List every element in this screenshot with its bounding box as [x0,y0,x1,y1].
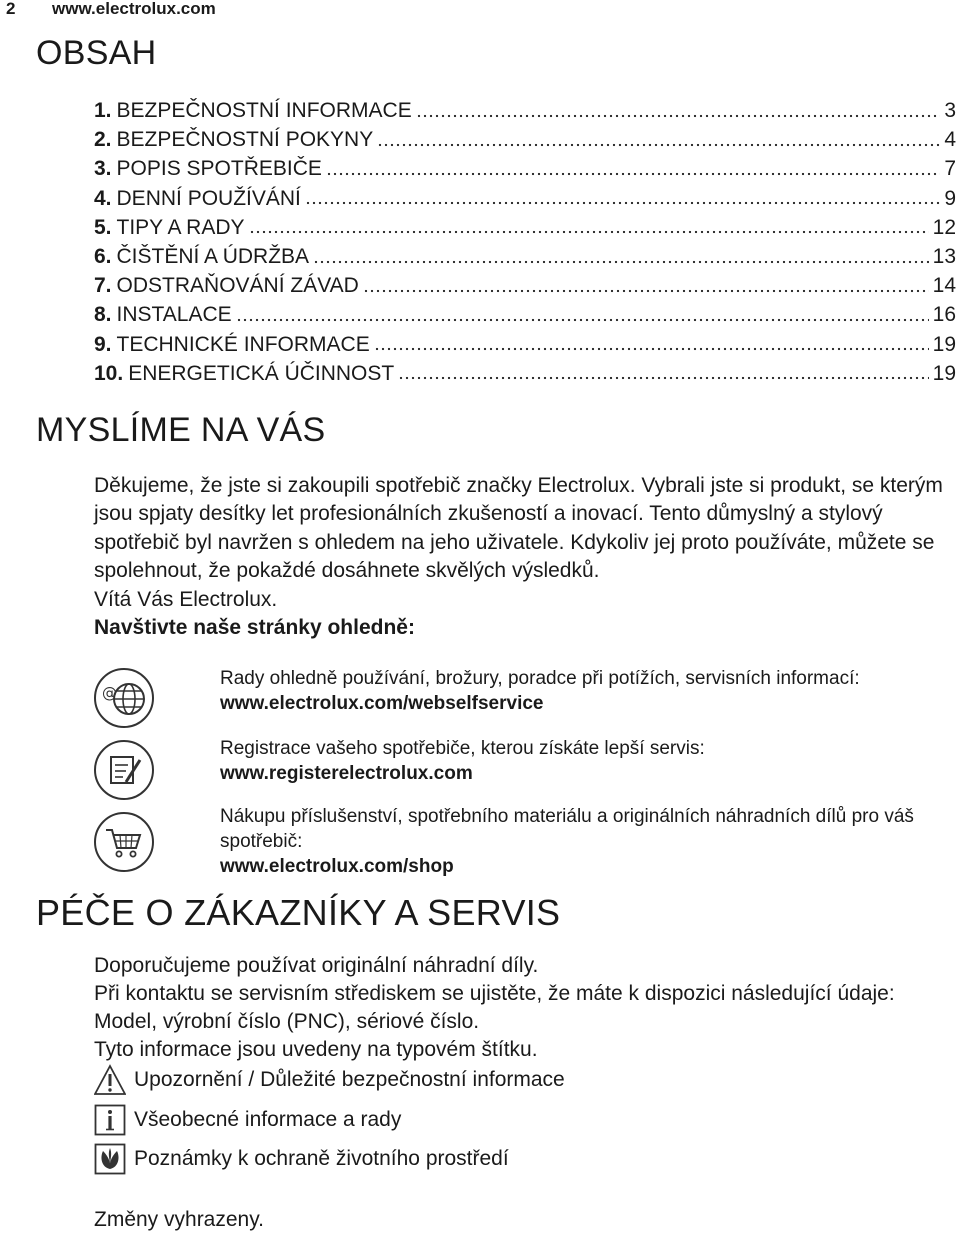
footer-note: Změny vyhrazeny. [94,1208,264,1231]
web-globe-icon [94,668,154,728]
toc-item[interactable]: 2. BEZPEČNOSTNÍ POKYNY 4 [94,128,956,152]
legend-label: Poznámky k ochraně životního prostředí [134,1147,509,1170]
toc-leader [249,230,929,234]
toc-item[interactable]: 10. ENERGETICKÁ ÚČINNOST 19 [94,361,956,385]
toc-item[interactable]: 6. ČIŠTĚNÍ A ÚDRŽBA 13 [94,244,956,268]
toc-item[interactable]: 7. ODSTRAŇOVÁNÍ ZÁVAD 14 [94,274,956,298]
toc-item[interactable]: 8. INSTALACE 16 [94,303,956,327]
care-heading: PÉČE O ZÁKAZNÍKY A SERVIS [36,892,561,933]
toc-leader [416,114,941,118]
register-link[interactable]: www.registerelectrolux.com [220,763,473,784]
link-description: Registrace vašeho spotřebiče, kterou získáte lepší servis: [220,738,705,759]
care-text [94,952,960,1064]
legend-label: Upozornění / Důležité bezpečnostní informace [134,1068,565,1091]
info-icon [94,1104,126,1136]
intro-text [94,472,960,642]
welcome-line: Vítá Vás Electrolux. [94,587,278,611]
link-description: Nákupu příslušenství, spotřebního materiálu a originálních náhradních dílů pro váš spotřebič: [220,806,914,852]
toc-leader [398,376,928,380]
environment-leaf-icon [94,1143,126,1175]
thinking-heading: MYSLÍME NA VÁS [36,411,326,449]
toc-item[interactable]: 4. DENNÍ POUŽÍVÁNÍ 9 [94,186,956,210]
toc-item[interactable]: 1. BEZPEČNOSTNÍ INFORMACE 3 [94,99,956,122]
care-line: Tyto informace jsou uvedeny na typovém štítku. [94,1038,538,1061]
registration-form-icon [94,740,154,800]
webselfservice-link[interactable]: www.electrolux.com/webselfservice [220,693,544,714]
svg-text:@: @ [102,684,117,702]
table-of-contents [94,96,956,388]
shopping-cart-icon [94,812,154,872]
toc-leader [363,289,929,293]
visit-line: Navštivte naše stránky ohledně: [94,616,415,640]
care-line: Při kontaktu se servisním střediskem se ujistěte, že máte k dispozici následující údaje: Model, výrobní číslo (PNC), sériové číslo. [94,982,895,1033]
toc-leader [377,143,940,147]
toc-leader [305,201,940,205]
toc-item[interactable]: 3. POPIS SPOTŘEBIČE 7 [94,157,956,181]
toc-leader [313,260,929,264]
contents-heading: OBSAH [36,34,157,72]
shop-link[interactable]: www.electrolux.com/shop [220,856,454,877]
toc-leader [236,318,929,322]
legend-label: Všeobecné informace a rady [134,1108,402,1131]
site-url: www.electrolux.com [52,0,216,18]
toc-item[interactable]: 5. TIPY A RADY 12 [94,215,956,239]
toc-leader [374,347,929,351]
toc-item[interactable]: 9. TECHNICKÉ INFORMACE 19 [94,332,956,356]
link-description: Rady ohledně používání, brožury, poradce při potížích, servisních informací: [220,668,860,689]
care-line: Doporučujeme používat originální náhradní díly. [94,954,539,977]
page-number: 2 [6,0,16,18]
toc-leader [326,172,940,176]
page-header [6,0,216,18]
warning-triangle-icon [94,1064,126,1096]
intro-paragraph: Děkujeme, že jste si zakoupili spotřebič značky Electrolux. Vybrali jste si produkt, se kterým jsou spjaty desítky let profesionálních zkušeností a inovací. Tento důmyslný a stylový spotřebič byl navržen s ohledem na jeho uživatele. Kdykoliv jej proto používáte, můžete se spolehnout, že pokaždé dosáhnete skvělých výsledků. [94,474,943,583]
